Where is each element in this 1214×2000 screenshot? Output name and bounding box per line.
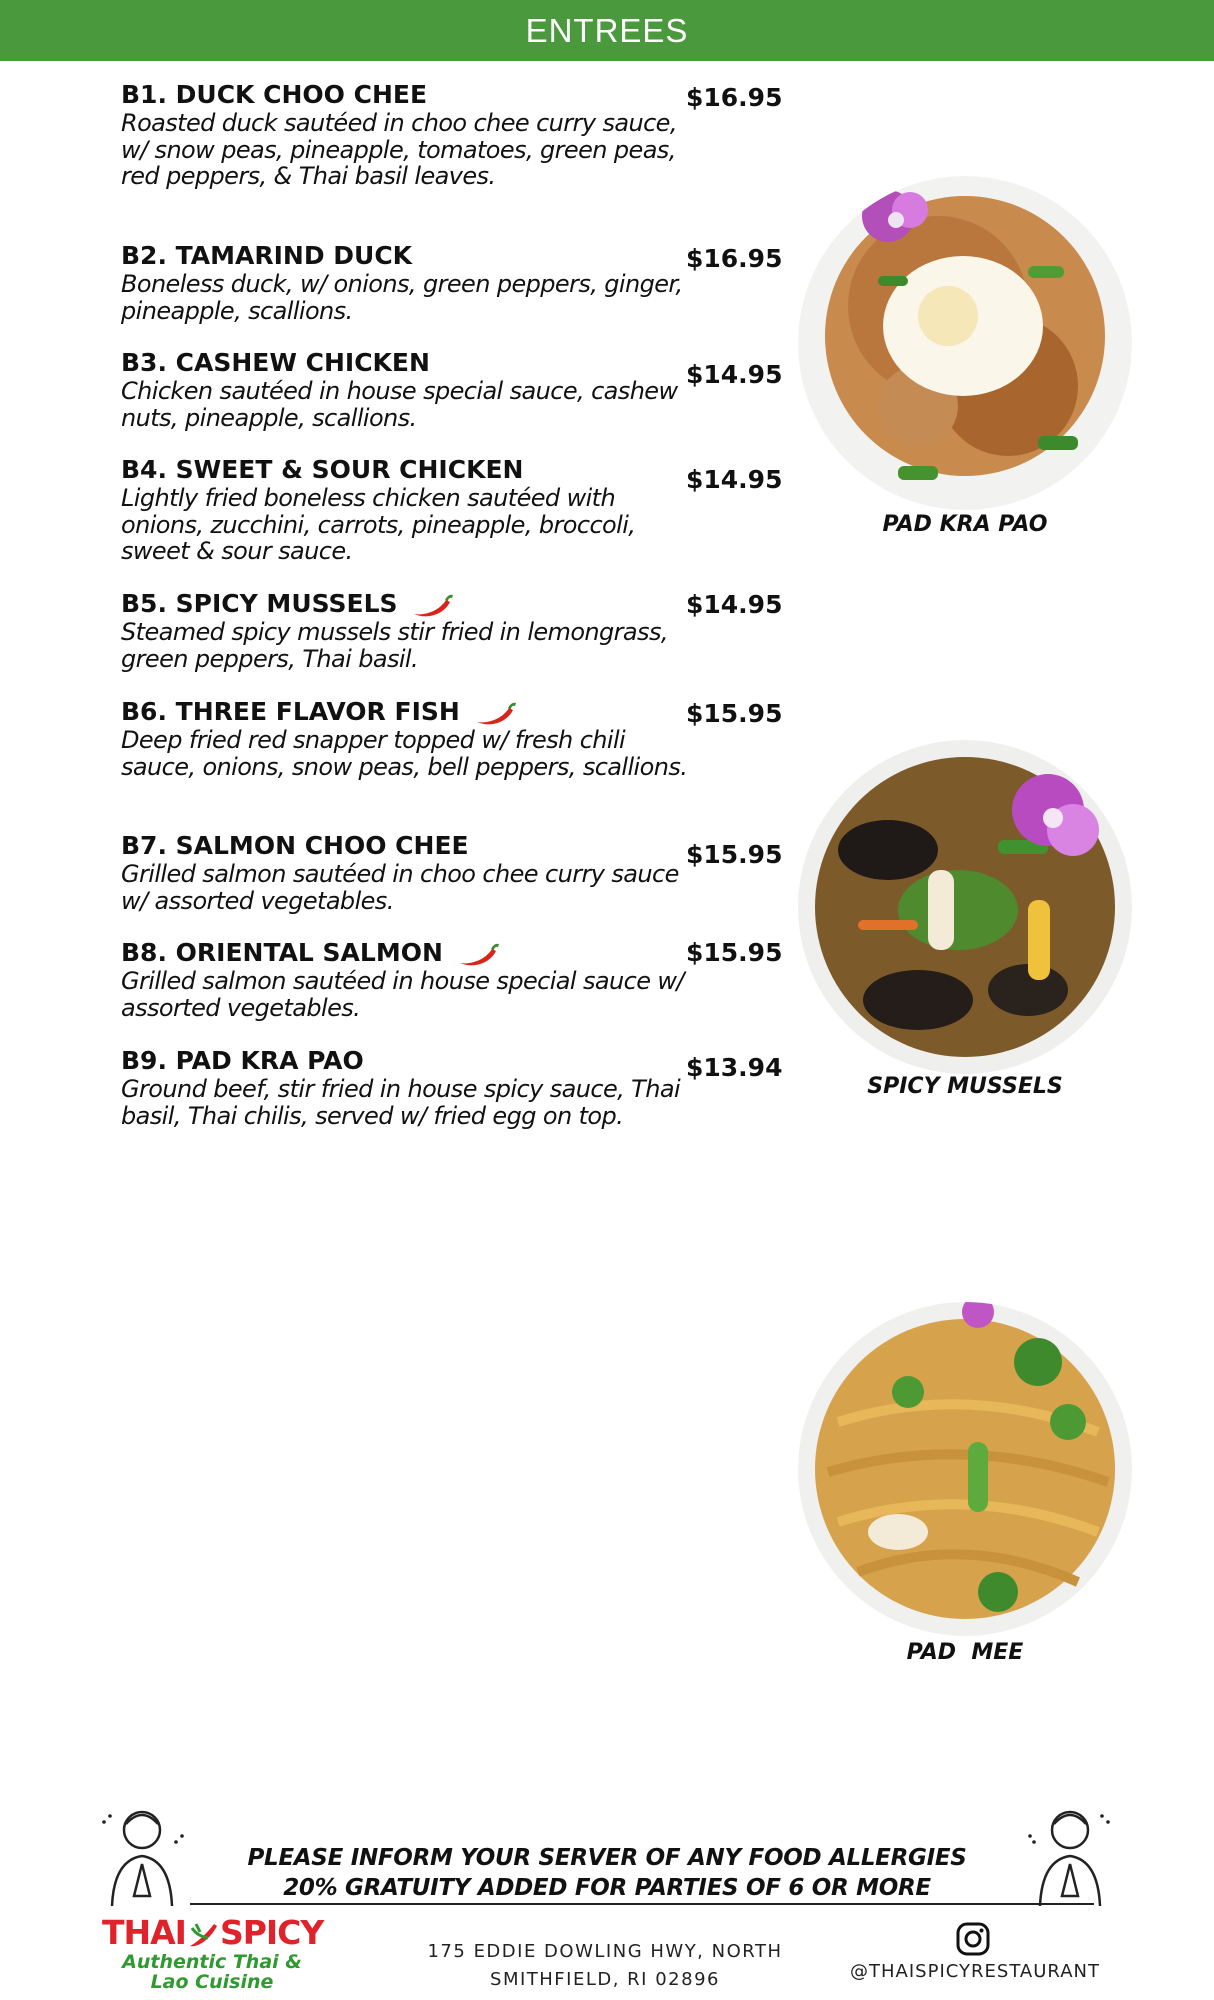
menu-item-price: $14.95 — [686, 360, 783, 389]
food-photo-graphic — [798, 1302, 1132, 1636]
menu-item-price: $14.95 — [686, 465, 783, 494]
menu-item-name: B7. SALMON CHOO CHEE — [121, 831, 469, 860]
chili-pepper-icon — [475, 700, 517, 726]
photo-caption: SPICY MUSSELS — [867, 1074, 1063, 1099]
menu-item — [121, 241, 691, 324]
food-photo-graphic — [798, 176, 1132, 510]
menu-item-name: B2. TAMARIND DUCK — [121, 241, 413, 270]
brand-tagline — [112, 1952, 312, 1992]
menu-item-name: B9. PAD KRA PAO — [121, 1046, 364, 1075]
menu-item-name: B4. SWEET & SOUR CHICKEN — [121, 455, 524, 484]
menu-item — [121, 697, 691, 780]
menu-item — [121, 455, 691, 565]
menu-item-name-text: B8. ORIENTAL SALMON — [121, 938, 443, 967]
menu-item — [121, 348, 691, 431]
restaurant-address — [420, 1938, 790, 1994]
brand-logo-left: THAI — [102, 1913, 186, 1952]
menu-item — [121, 831, 691, 914]
menu-item-price: $16.95 — [686, 244, 783, 273]
brand-tagline-line1: Authentic Thai & — [122, 1951, 302, 1973]
gratuity-notice: 20% GRATUITY ADDED FOR PARTIES OF 6 OR MORE — [283, 1875, 931, 1901]
menu-item-name — [121, 938, 691, 968]
brand-logo-right: SPICY — [219, 1913, 324, 1952]
menu-item-name-text: B6. THREE FLAVOR FISH — [121, 697, 460, 726]
menu-item — [121, 589, 691, 672]
greeting-person-icon — [1026, 1800, 1116, 1908]
chili-pepper-icon — [458, 941, 500, 967]
menu-item-description: Boneless duck, w/ onions, green peppers, ginger, pineapple, scallions. — [121, 270, 683, 325]
menu-item-list — [0, 0, 800, 1200]
allergy-notice: PLEASE INFORM YOUR SERVER OF ANY FOOD ALLERGIES — [247, 1845, 967, 1871]
photo-caption: PAD KRA PAO — [882, 512, 1048, 537]
menu-item-price: $14.95 — [686, 590, 783, 619]
brand-tagline-line2: Lao Cuisine — [150, 1971, 274, 1993]
food-photo-graphic — [798, 740, 1132, 1074]
menu-item-price: $15.95 — [686, 699, 783, 728]
menu-item-name: B3. CASHEW CHICKEN — [121, 348, 430, 377]
greeting-person-icon — [96, 1800, 186, 1908]
address-line1: 175 EDDIE DOWLING HWY, NORTH — [427, 1941, 783, 1962]
menu-item-name — [121, 589, 691, 619]
section-title: ENTREES — [525, 11, 689, 49]
menu-item-name-text: B5. SPICY MUSSELS — [121, 589, 398, 618]
menu-item — [121, 80, 691, 190]
menu-item-name — [121, 697, 691, 727]
menu-item-description: Grilled salmon sautéed in house special sauce w/ assorted vegetables. — [121, 967, 684, 1022]
menu-item-description: Grilled salmon sautéed in choo chee curry sauce w/ assorted vegetables. — [121, 860, 679, 915]
notice-divider — [190, 1903, 1094, 1905]
food-photo-pad-mee — [798, 1302, 1132, 1636]
food-photo-spicy-mussels — [798, 740, 1132, 1074]
chili-pepper-icon — [412, 592, 454, 618]
menu-item — [121, 938, 691, 1021]
menu-item-price: $16.95 — [686, 83, 783, 112]
instagram-icon[interactable] — [956, 1922, 990, 1956]
menu-item-price: $15.95 — [686, 840, 783, 869]
photo-caption: PAD MEE — [906, 1640, 1024, 1665]
food-photo-pad-kra-pao — [798, 176, 1132, 510]
brand-logo — [102, 1913, 332, 1952]
chili-logo-icon — [186, 1920, 220, 1950]
menu-item-description: Roasted duck sautéed in choo chee curry sauce, w/ snow peas, pineapple, tomatoes, green peas, red peppers, & Thai basil leaves. — [121, 109, 677, 190]
address-line2: SMITHFIELD, RI 02896 — [490, 1969, 720, 1990]
menu-item-description: Deep fried red snapper topped w/ fresh chili sauce, onions, snow peas, bell peppers, scallions. — [121, 726, 688, 781]
menu-item-description: Steamed spicy mussels stir fried in lemongrass, green peppers, Thai basil. — [121, 618, 668, 673]
menu-item-price: $13.94 — [686, 1053, 783, 1082]
menu-item-description: Chicken sautéed in house special sauce, cashew nuts, pineapple, scallions. — [121, 377, 678, 432]
menu-item-name: B1. DUCK CHOO CHEE — [121, 80, 428, 109]
menu-item-price: $15.95 — [686, 938, 783, 967]
menu-item-description: Lightly fried boneless chicken sautéed with onions, zucchini, carrots, pineapple, broccoli, sweet & sour sauce. — [121, 484, 636, 565]
menu-item — [121, 1046, 691, 1129]
instagram-handle[interactable]: @THAISPICYRESTAURANT — [850, 1961, 1100, 1982]
menu-item-description: Ground beef, stir fried in house spicy sauce, Thai basil, Thai chilis, served w/ fried egg on top. — [121, 1075, 681, 1130]
